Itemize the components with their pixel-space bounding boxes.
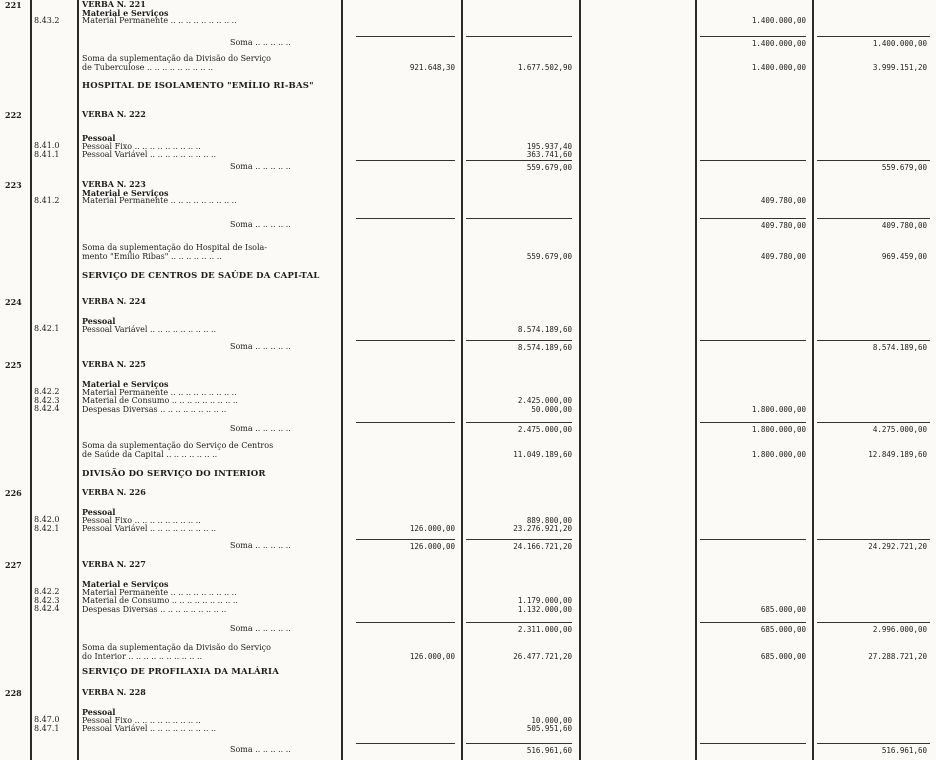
section-heading-row (0, 470, 936, 486)
subtotal-rule (700, 622, 806, 623)
amount-c4: 685.000,00 (760, 651, 806, 661)
amount-c1: 921.648,30 (409, 62, 455, 72)
verba-number: 225 (5, 360, 22, 370)
table-row (0, 688, 936, 706)
budget-code: 8.42.2 8.42.3 8.42.4 (34, 587, 60, 613)
table-row (0, 317, 936, 337)
section-heading (82, 82, 340, 91)
section-heading (82, 272, 340, 281)
amount-c5: 12.849.189,60 (868, 449, 927, 459)
description-line: Pessoal Fixo .. .. (82, 717, 340, 726)
section-heading-text: SERVIÇO DE PROFILAXIA DA MALÁRIA (82, 667, 279, 677)
amount-c4: 1.800.000,00 (751, 404, 806, 414)
description-line: Material e Serviços (82, 579, 169, 589)
table-row (0, 297, 936, 315)
section-heading-text: SERVIÇO DE CENTROS DE SAÚDE DA CAPI-TAL (82, 271, 320, 281)
description-line: do Interior .. .. .. .. .. .. .. .. .. .. (82, 651, 203, 661)
description-line: Material e Serviços (82, 379, 169, 389)
amount-c4: 685.000,00 (760, 625, 806, 634)
description-line: Material Permanente .. .. (82, 197, 340, 206)
description-line: VERBA N. 222 (82, 109, 146, 119)
subtotal-rule (356, 340, 455, 341)
item-description (82, 688, 340, 697)
subtotal-rule (817, 539, 930, 540)
table-row (0, 708, 936, 738)
description-line: de Saúde da Capital .. .. .. .. .. .. .. (82, 449, 218, 459)
item-description (82, 317, 340, 334)
description-line: Material de Consumo .. .. (82, 597, 340, 606)
budget-code: 8.42.0 8.42.1 (34, 515, 60, 533)
soma-label: Soma .. .. .. .. .. (230, 162, 291, 171)
amount-c2: 516.961,60 (526, 746, 572, 755)
soma-row (0, 424, 936, 438)
budget-code: 8.43.2 (34, 16, 60, 25)
amount-c2: 8.574.189,60 (517, 343, 572, 352)
section-heading-row (0, 272, 936, 296)
amount-c4: 409.780,00 (760, 196, 806, 205)
subtotal-rule (356, 539, 455, 540)
table-row (0, 360, 936, 378)
amount-c4: 409.780,00 (760, 221, 806, 230)
description-line: Pessoal (82, 707, 116, 717)
description-line: Despesas Diversas .. .. (82, 606, 340, 615)
item-description (82, 297, 340, 306)
subtotal-rule (700, 422, 806, 423)
subtotal-rule (466, 160, 572, 161)
table-row (0, 180, 936, 218)
verba-number: 224 (5, 297, 22, 307)
soma-label: Soma .. .. .. .. .. (230, 424, 291, 433)
soma-row (0, 162, 936, 176)
amount-c4: 1.800.000,00 (751, 425, 806, 434)
amount-c1: 126.000,00 (409, 542, 455, 551)
table-row (0, 244, 936, 270)
description-line: Despesas Diversas .. .. (82, 406, 340, 415)
table-row (0, 442, 936, 468)
subtotal-rule (700, 743, 806, 744)
section-heading-text: HOSPITAL DE ISOLAMENTO "EMÍLIO RI-BAS" (82, 81, 314, 91)
description-line: Material de Consumo .. .. (82, 397, 340, 406)
section-heading (82, 470, 340, 479)
amount-c2: 11.049.189,60 (513, 449, 572, 459)
budget-code: 8.42.2 8.42.3 8.42.4 (34, 387, 60, 413)
subtotal-rule (466, 218, 572, 219)
subtotal-rule (700, 218, 806, 219)
subtotal-rule (466, 539, 572, 540)
soma-label: Soma .. .. .. .. .. (230, 624, 291, 633)
item-description (82, 488, 340, 497)
section-heading-row (0, 82, 936, 108)
description-line: VERBA N. 223 (82, 179, 146, 189)
subtotal-rule (817, 160, 930, 161)
subtotal-rule (466, 743, 572, 744)
budget-code: 8.41.2 (34, 196, 60, 205)
amount-c5: 1.400.000,00 (872, 39, 927, 48)
description-line: Pessoal (82, 133, 116, 143)
description-line: VERBA N. 221 (82, 0, 146, 9)
subtotal-rule (466, 36, 572, 37)
item-description (82, 110, 340, 119)
amount-c5: 409.780,00 (881, 221, 927, 230)
subtotal-rule (700, 160, 806, 161)
amount-c2: 1.179.000,00 1.132.000,00 (517, 596, 572, 614)
amount-c2: 1.677.502,90 (517, 62, 572, 72)
soma-row (0, 541, 936, 555)
description-line: Pessoal (82, 507, 116, 517)
subtotal-rule (356, 36, 455, 37)
item-description (82, 580, 340, 614)
verba-number: 221 (5, 0, 22, 10)
budget-code: 8.42.1 (34, 324, 60, 333)
amount-c1: 126.000,00 (409, 651, 455, 661)
description-line: Soma da suplementação do Serviço de Centros (82, 441, 274, 450)
soma-label: Soma .. .. .. .. .. (230, 745, 291, 754)
description-line: Pessoal (82, 316, 116, 326)
soma-row (0, 38, 936, 52)
soma-row (0, 342, 936, 356)
table-row (0, 580, 936, 616)
description-line: Pessoal Variável .. .. (82, 725, 340, 734)
verba-number: 226 (5, 488, 22, 498)
amount-c5: 516.961,60 (881, 746, 927, 755)
item-description (82, 180, 340, 206)
subtotal-rule (356, 422, 455, 423)
amount-c5: 2.996.000,00 (872, 625, 927, 634)
description-line: Pessoal Variável .. .. (82, 151, 340, 160)
item-description (82, 508, 340, 534)
amount-c2: 889.800,00 23.276.921,20 (513, 515, 572, 533)
description-line: VERBA N. 227 (82, 559, 146, 569)
description-line: Material e Serviços (82, 187, 169, 198)
description-line: Material Permanente .. .. (82, 589, 340, 598)
item-description (82, 55, 340, 72)
verba-number: 228 (5, 688, 22, 698)
amount-c5: 3.999.151,20 (872, 62, 927, 72)
soma-row (0, 745, 936, 759)
amount-c5: 27.288.721,20 (868, 651, 927, 661)
amount-c5: 559.679,00 (881, 163, 927, 172)
description-line: Soma da suplementação do Hospital de Isola- (82, 243, 268, 252)
soma-row (0, 624, 936, 638)
amount-c2: 195.937,40 363.741,60 (526, 141, 572, 159)
verba-number: 223 (5, 180, 22, 190)
item-description (82, 380, 340, 414)
description-line: Soma da suplementação da Divisão do Serviço (82, 54, 271, 63)
amount-c2: 559.679,00 (526, 163, 572, 172)
soma-row (0, 220, 936, 234)
table-row (0, 508, 936, 532)
subtotal-rule (817, 743, 930, 744)
section-heading-row (0, 668, 936, 684)
description-line: Soma da suplementação da Divisão do Serviço (82, 643, 271, 652)
amount-c4: 1.400.000,00 (751, 39, 806, 48)
verba-number: 227 (5, 560, 22, 570)
table-row (0, 488, 936, 506)
description-line: VERBA N. 224 (82, 296, 146, 306)
subtotal-rule (817, 622, 930, 623)
subtotal-rule (817, 218, 930, 219)
item-description (82, 0, 340, 26)
section-heading (82, 668, 340, 677)
subtotal-rule (817, 36, 930, 37)
amount-c2: 2.425.000,00 50.000,00 (517, 396, 572, 414)
soma-label: Soma .. .. .. .. .. (230, 541, 291, 550)
amount-c4: 1.400.000,00 (751, 62, 806, 72)
table-row (0, 644, 936, 668)
amount-c5: 4.275.000,00 (872, 425, 927, 434)
description-line: VERBA N. 226 (82, 487, 146, 497)
item-description (82, 560, 340, 569)
description-line: Material Permanente .. .. (82, 17, 340, 26)
amount-c2: 8.574.189,60 (517, 324, 572, 334)
item-description (82, 644, 340, 661)
subtotal-rule (466, 622, 572, 623)
description-line: Pessoal Variável .. .. (82, 525, 340, 534)
item-description (82, 134, 340, 160)
amount-c5: 969.459,00 (881, 251, 927, 261)
amount-c2: 2.475.000,00 (517, 425, 572, 434)
soma-label: Soma .. .. .. .. .. (230, 342, 291, 351)
subtotal-rule (466, 422, 572, 423)
item-description (82, 244, 340, 261)
subtotal-rule (700, 539, 806, 540)
description-line: VERBA N. 228 (82, 687, 146, 697)
budget-code: 8.41.0 8.41.1 (34, 141, 60, 159)
section-heading-text: DIVISÃO DO SERVIÇO DO INTERIOR (82, 469, 266, 479)
subtotal-rule (356, 218, 455, 219)
amount-c4: 1.800.000,00 (751, 449, 806, 459)
description-line: Material e Serviços (82, 7, 169, 18)
subtotal-rule (356, 622, 455, 623)
amount-c5: 8.574.189,60 (872, 343, 927, 352)
subtotal-rule (700, 340, 806, 341)
soma-label: Soma .. .. .. .. .. (230, 38, 291, 47)
subtotal-rule (356, 160, 455, 161)
soma-label: Soma .. .. .. .. .. (230, 220, 291, 229)
description-line: mento "Emílio Ribas" .. .. .. .. .. .. .. (82, 251, 222, 261)
description-line: Pessoal Fixo .. .. (82, 517, 340, 526)
amount-c2: 559.679,00 (526, 251, 572, 261)
table-row (0, 380, 936, 416)
table-row (0, 560, 936, 578)
description-line: Pessoal Fixo .. .. (82, 143, 340, 152)
amount-c1: 126.000,00 (409, 524, 455, 533)
table-row (0, 55, 936, 79)
amount-c2: 24.166.721,20 (513, 542, 572, 551)
amount-c4: 409.780,00 (760, 251, 806, 261)
table-row (0, 134, 936, 160)
subtotal-rule (466, 340, 572, 341)
amount-c5: 24.292.721,20 (868, 542, 927, 551)
subtotal-rule (356, 743, 455, 744)
table-row (0, 110, 936, 130)
item-description (82, 360, 340, 369)
amount-c4: 1.400.000,00 (751, 16, 806, 25)
description-line: Material Permanente .. .. (82, 389, 340, 398)
amount-c2: 26.477.721,20 (513, 651, 572, 661)
description-line: de Tuberculose .. .. .. .. .. .. .. .. .. (82, 62, 214, 72)
subtotal-rule (700, 36, 806, 37)
item-description (82, 708, 340, 734)
amount-c4: 685.000,00 (760, 604, 806, 614)
description-line: VERBA N. 225 (82, 359, 146, 369)
budget-code: 8.47.0 8.47.1 (34, 715, 60, 733)
description-line: Pessoal Variável .. .. (82, 326, 340, 335)
amount-c2: 2.311.000,00 (517, 625, 572, 634)
verba-number: 222 (5, 110, 22, 120)
subtotal-rule (817, 422, 930, 423)
item-description (82, 442, 340, 459)
subtotal-rule (817, 340, 930, 341)
table-row (0, 0, 936, 36)
amount-c2: 10.000,00 505.951,60 (526, 715, 572, 733)
